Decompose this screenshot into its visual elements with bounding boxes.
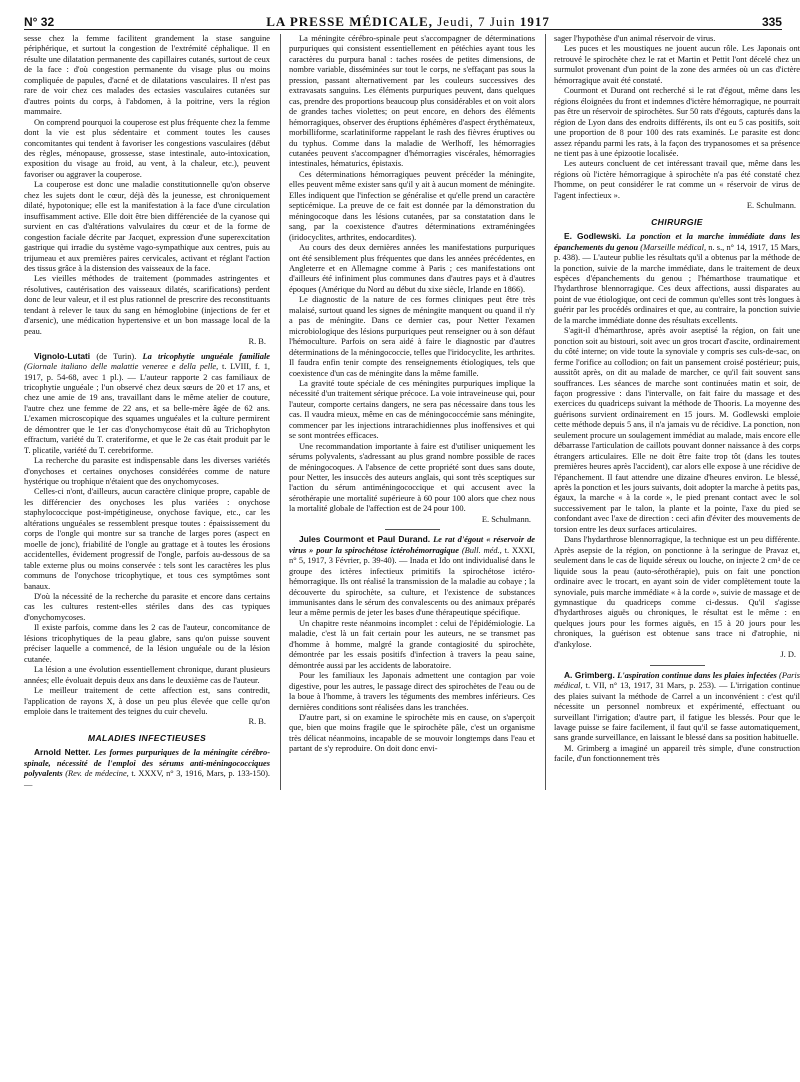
abstract-heading (554, 231, 800, 326)
paragraph: On comprend pourquoi la couperose est plus fréquente chez la femme dont la vie est plus sédentaire et comment toutes les causes concomitantes qui tendent à favoriser les congestions vasculaires (début des règles, ménopause, grossesse, stase intestinale, auto-intoxication, exposition du visage au froid, au vent, à la chaleur, etc.), peuvent favoriser ou aggraver la couperose. (24, 117, 270, 179)
signature: R. B. (248, 717, 266, 727)
issue-number: N° 32 (24, 15, 55, 29)
paragraph: Le meilleur traitement de cette affection est, sans contredit, l'application de rayons X, à dose un peu plus élevée que celle qu'on emploie dans le traitement des teignes du cuir chevelu. (24, 686, 270, 716)
column-1 (24, 34, 270, 790)
paragraph: Un chapitre reste néanmoins incomplet : celui de l'épidémiologie. La maladie, c'est là un fait certain pour les auteurs, ne se transmet pas d'homme à homme, malgré la grande contagiosité du spirochète, démontrée par les essais positifs d'infection à travers la peau saine, démontrée aussi par les accidents de laboratoire. (289, 618, 535, 670)
section-heading: CHIRURGIE (651, 216, 703, 227)
source: (Marseille médical, (638, 242, 707, 252)
paragraph: S'agit-il d'hémarthrose, après avoir aseptisé la région, on fait une ponction soit au bistouri, soit avec un gros trocart d'ascite, ordinairement du côté interne; on vide toute la synoviale y compris ses culs-de-sac, on ferme l'orifice au collodion; on fait un pansement croisé postérieur; puis, aussitôt après, on dit au malade de marcher, ce qu'il fait souvent sans souffrances. Les séances de marche sont continuées matin et soir, de façon progressive : dans l'intervalle, on fait faire du massage et des exercices du quadriceps suivant la méthode de Thooris. La moyenne des guérisons survient ordinairement en 15 jours. M. Godlewski emploie cette méthode depuis 5 ans, il n'a jamais vu de récidive. La ponction, non seulement procure un soulagement immédiat au malade, mais encore elle débarrasse l'articulation de caillots pouvant donner naissance à des corps étrangers articulaires. Elle ne doit être faite trop tôt (dans les toutes premières heures après l'accident), car alors elle expose à une récidive de l'épanchement. Il faut attendre une dizaine d'heures environ. Le blessé, après la ponction et les jours suivants, doit adopter la marche à petits pas, égaux, la marche « à la corde », le pied prenant contact avec le sol successivement par le talon, la plante et la pointe, l'axe du pied se confondant avec l'axe de direction : ceci afin d'éviter des mouvements de torsion entre les deux surfaces articulaires. (554, 326, 800, 534)
author: E. Godlewski. (564, 231, 622, 242)
paragraph: La recherche du parasite est indispensable dans les diverses variétés d'onychoses et certaines onychoses considérées comme de nature hystérique ou trophique n'étaient que des onychomycoses. (24, 456, 270, 487)
paragraph: Les puces et les moustiques ne jouent aucun rôle. Les Japonais ont retrouvé le spirochète chez le rat et Martin et Pettit l'ont décelé chez un surmulot provenant d'un point de la zone des armées où un cas d'ictère hémorragique avait été constaté. (554, 44, 800, 85)
journal-title-line (266, 14, 550, 30)
abstract-heading (24, 351, 270, 457)
abstract-title: La tricophytie unguéale familiale (136, 351, 270, 361)
paragraph: M. Grimberg a imaginé un appareil très simple, d'une construction facile, d'un fonctionnement très (554, 743, 800, 764)
source: (Paris médical, (554, 670, 800, 691)
paragraph: Au cours des deux dernières années les manifestations purpuriques ont été sensiblement plus fréquentes que dans les années précédentes, en Angleterre et en Allemagne comme à Paris ; ces manifestations ont d'ailleurs été infiniment plus communes dans d'autres pays et à d'autres époques (Amérique du Nord au début du xixe siècle, Irlande en 1866). (289, 243, 535, 294)
paragraph: Une recommandation importante à faire est d'utiliser uniquement les sérums polyvalents, s'adressant au plus grand nombre possible de races de méningocoques. A l'absence de cette propriété sont dues sans doute, pour Netter, les insuccès des auteurs anglais, qui sont très sceptiques sur l'action du sérum antiméningococcique et qui accusent avec la sérothérapie une mortalité supérieure à 60 pour 100 alors que chez nous la mortalité globale de l'affection est de 24 pour 100. (289, 441, 535, 514)
section-heading: MALADIES INFECTIEUSES (87, 732, 207, 743)
paragraph: sesse chez la femme facilitent grandement la stase sanguine périphérique, et surtout la congestion de l'extrémité céphalique. Il en résulte une dilatation permanente des capillaires cutanés, surtout de ceux de la face : d'où congestion permanente du visage plus ou moins compliquée de papules, d'acné et de dilatations vasculaires. Il n'est pas rare de voir chez ces malades des ectasies vasculaires cutanées sur d'autres points du corps, à l'abdomen, à la poitrine, vers la région mammaire. (24, 34, 270, 117)
paragraph: Courmont et Durand ont recherché si le rat d'égout, même dans les régions éloignées du front et indemnes d'ictère hémorragique, ne pourrait pas être un réservoir de spirochètes. Sur 50 rats d'égouts, capturés dans la région de Lyon dans des endroits différents, ils ont eu 5 cas positifs, soit une proportion de 8 pour 100 des rats examinés. Le parasite est donc assez répandu parmi les rats, à la façon des trypanosomes et sa présence ne tient pas à une épizootie localisée. (554, 86, 800, 158)
signature: R. B. (248, 337, 266, 347)
paragraph: Dans l'hydarthrose blennorragique, la technique est un peu différente. Après asepsie de la région, on ponctionne à la seringue de Pravaz et, seulement dans le cas de liquide séreux ou louche, on injecte 2 cm³ de ce liquide sous la peau (auto-sérothérapie), puis on fait une ponction ordinaire avec le trocart, en ayant soin de vider complètement toute la synoviale, puis marche immédiate « à la corde », suivie de massage et de gymnastique du quadriceps comme ci-dessus. Qu'il s'agisse d'hydarthroses aiguës ou chroniques, le résultat est le même : en quelques jours pour les formes aiguës, en 15 à 20 jours pour les chroniques, la guérison est obtenue sans trace ni d'atrophie, ni d'ankylose. (554, 535, 800, 649)
abstract-title: L'aspiration continue dans les plaies infectées (614, 670, 777, 680)
source: (Giornale italiano delle malattie veneree e della pelle, (24, 362, 219, 372)
paragraph: sager l'hypothèse d'un animal réservoir de virus. (554, 34, 716, 43)
column-3 (545, 34, 800, 790)
reference: t. XXXV, n° 3, 1916, Mars, p. 133-150). — (24, 769, 270, 789)
signature: E. Schulmann. (746, 201, 796, 211)
paragraph: La lésion a une évolution essentiellement chronique, durant plusieurs années; elle évoluait depuis deux ans dans le deuxième cas de l'auteur. (24, 665, 270, 685)
paragraph: Les auteurs concluent de cet intéressant travail que, même dans les régions où l'ictère hémorragique à spirochète n'a pas été constaté chez l'homme, on peut considérer le rat comme un « réservoir de virus de l'agent infectieux ». (554, 159, 800, 200)
abstract-heading (554, 670, 800, 744)
reference: t. VII, n° 13, 1917, 31 Mars, p. 253). — L'irrigation continue des plaies suivant la méthode de Carrel a un inconvénient : c'est qu'il nécessite un personnel nombreux et expérimenté, effectuant ou surveillant l'irrigation; d'autre part, il fatigue les blessés. Pour que le lavage puisse se faire facilement, il faut qu'il se fasse automatiquement, sans grande surveillance, en laissant le blessé dans sa position habituelle. (554, 681, 800, 743)
source: (Rev. de médecine, (62, 769, 129, 779)
paragraph: Pour les familiaux les Japonais admettent une contagion par voie digestive, pour les autres, le passage direct des spirochètes de l'eau ou de la boue à l'homme, à travers les téguments des membres inférieurs. Ces dernières conditions sont réalisées dans les tranchées. (289, 671, 535, 712)
paragraph: Celles-ci n'ont, d'ailleurs, aucun caractère clinique propre, capable de les différencier des onychoses les plus variées : onychose staphylococcique post-impétigineuse, onychose favique, etc., car les altérations unguéales se ressemblent presque toutes : épaississement du corps de l'ongle qui montre sur sa tranche de larges pores (aspect en moelle de jonc), friabilité de l'ongle au grattage et à toutes les érosions accidentelles, évidement progressif de l'ongle, parfois au-dessous de sa table externe plus ou moins conservée : tels sont les caractères les plus communs de l'onychose tricophytique, et tous ces symptômes sont banaux. (24, 487, 270, 591)
paragraph: D'autre part, si on examine le spirochète mis en cause, on s'aperçoit que, bien que moins fragile que le spirochète pâle, c'est un organisme très délicat néanmoins, incapable de se mouvoir longtemps dans l'eau et partant de s'y reproduire. On doit donc envi- (289, 713, 535, 754)
column-2 (280, 34, 535, 790)
columns (24, 34, 800, 790)
paragraph: Les vieilles méthodes de traitement (pommades astringentes et résolutives, cautérisation des vaisseaux dilatés, scarifications) perdent donc de leur valeur, et il est plus rationnel de prescrire des reconstituants tendant à relever le taux du sang en hémoglobine (injections de fer et d'arsenic), une médication hypertensive et un bon massage local de la peau. (24, 274, 270, 336)
author: A. Grimberg. (564, 669, 615, 680)
journal-title: LA PRESSE MÉDICALE, (266, 14, 433, 29)
signature: J. D. (780, 650, 796, 660)
abstract-title: Les formes purpuriques de la méningite cérébro-spinale, nécessité de l'emploi des sérums anti-méningococciques polyvalents (24, 748, 270, 779)
issue-date: Jeudi, 7 Juin (437, 14, 516, 29)
reference: t. LVIII, f. 1, 1917, p. 54-68, avec 1 pl.). — L'auteur rapporte 2 cas familiaux de tricophytie unguéale ; l'un observé chez deux sœurs de 20 et 17 ans, et chez une amie de 19 ans, travaillant dans le même atelier de couture, l'autre chez une femme de 22 ans, et sa belle-mère âgée de 62 ans. L'examen microscopique des squames unguéales et la culture permirent de démontrer que le 1er cas d'onychomycose était dû au Trichophyton effractum, variété du T. crateriforme, et que le 2e cas était produit par le T. plicatile, variété du T. cerebriforme. (24, 362, 270, 455)
abstract-title: La ponction et la marche immédiate dans les épanchements du genou (554, 232, 800, 252)
author: Arnold Netter. (34, 747, 91, 758)
author-city: (de Turin). (90, 351, 137, 361)
paragraph: Le diagnostic de la nature de ces formes cliniques peut être très malaisé, surtout quand les signes de méningite manquent ou quand il n'y a pas de méningite. Dans ce dernier cas, pour Netter l'examen microbiologique des lésions purpuriques peut renseigner ou à son défaut l'hémoculture. Parfois on sera aidé à faire le diagnostic par d'autres déterminations de la méningococcie, telles que l'iridocyclite, les arthrites. Il faudra enfin tenir compte des renseignements étiologiques, tels que coexistence d'un cas de méningite dans la même famille. (289, 295, 535, 378)
paragraph: La méningite cérébro-spinale peut s'accompagner de déterminations purpuriques qui consistent essentiellement en pétéchies ayant tous les caractères du purpura banal : taches rosées de petites dimensions, de nombre variable, disséminées sur tout le corps, ne s'effaçant pas sous la pression, passant alternativement par les couleurs successives des extravasats sanguins. Les éléments purpuriques peuvent, dans quelques cas, prendre des proportions beaucoup plus considérables et on voit alors de grandes taches violettes; on peut encore, en dehors des éléments hémorragiques, observer des éruptions éphémères d'aspect érythémateux, morbilliforme, scarlatiniforme rappelant le rash des fièvres éruptives ou du typhus. Comme dans la maladie de Werlhoff, les hémorragies cutanées peuvent s'accompagner d'hémorragies viscérales, hémorragies intestinales, hématurics, épistaxis. (289, 34, 535, 169)
abstract-heading (289, 534, 535, 619)
paragraph: La gravité toute spéciale de ces méningites purpuriques implique la nécessité d'un traitement sérique précoce. La voie intraveineuse qui, pour l'auteur, comporte certains dangers, ne sera pas nécessaire dans tous les cas. Il vaudra mieux, même en cas de méningococcémie sans méningite, commencer par les injections intrarachidiennes plus inoffensives et qui se sont montrées efficaces. (289, 378, 535, 441)
paragraph: La couperose est donc une maladie constitutionnelle qu'on observe chez les sujets dont le cœur, déjà dès la jeunesse, est chroniquement dilaté, hypotonique; elle est la manifestation à la face d'une circulation insuffisamment active. Elle doit être bien différenciée de la cyanose qui survient en cas d'altérations valvulaires du cœur et de la forme de congestion faciale décrite par Jacquet, expression d'une superexcitation gastrique qui irradie du système vago-sympathique aux centres, puis au trijumeau et aux premières paires cervicales, activant et réglant l'action des tissus grâce à la distension des vaisseaux de la face. (24, 180, 270, 273)
signature: E. Schulmann. (481, 514, 531, 524)
paragraph: D'où la nécessité de la recherche du parasite et encore dans certains cas les cultures restent-elles stériles dans des cas typiques d'onychomycoses. (24, 592, 270, 622)
source: (Bull. méd., (458, 545, 502, 555)
author: Vignolo-Lutati (34, 350, 91, 361)
abstract-title: Le rat d'égout « réservoir de virus » pour la spirochétose ictérohémorragique (289, 535, 535, 555)
divider (385, 529, 440, 530)
abstract-heading (24, 747, 270, 790)
issue-year: 1917 (519, 14, 550, 29)
divider (650, 665, 705, 666)
reference: n. s., n° 14, 1917, 15 Mars, p. 438). — L'auteur publie les résultats qu'il a obtenus par la méthode de la ponction, suivie de la marche immédiate, dans le traitement de deux espèces d'épanchements du genou ; l'hémarthose traumatique et l'hydarthrose blennorragique. Ces deux affections, aussi disparates au point de vue étiologique, ont ceci de commun qu'elles sont très longues à guérir par les procédés ordinaires et que, au contraire, la ponction suivie de la marche immédiate donne des résultats excellents. (554, 242, 800, 325)
running-header (24, 0, 782, 30)
paragraph: Ces déterminations hémorragiques peuvent précéder la méningite, elles peuvent même exister sans qu'il y ait à aucun moment de méningite. Elles indiquent que l'infection se généralise et qu'elle prend un caractère septicémique. La preuve de ce fait est donnée par la démonstration du méningocoque dans les lésions cutanées, par sa constatation dans le sang, par la coexistence d'autres déterminations extraméningées (iridocyclites, arthrites, endocardites). (289, 169, 535, 242)
reference: t. XXXI, n° 5, 1917, 3 Février, p. 39-40). — Inada et Ido ont individualisé dans le groupe des ictères infectieux primitifs la spirochétose ictéro-hémorragique. Ils ont réalisé la transmission de la maladie au cobaye ; la découverte du spirochète, sa culture, et l'existence de substances immunisantes dans le sérum des convalescents ou des animaux préparés leur a même permis de jeter les bases d'une thérapeutique spécifique. (289, 545, 535, 618)
page-number: 335 (761, 15, 782, 29)
paragraph: Il existe parfois, comme dans les 2 cas de l'auteur, concomitance de lésions tricophytiques de la peau glabre, sans qu'on puisse souvent préciser laquelle a commencé, de la lésion unguéale ou de la lésion cutanée. (24, 623, 270, 664)
author: Jules Courmont et Paul Durand. (299, 534, 431, 545)
